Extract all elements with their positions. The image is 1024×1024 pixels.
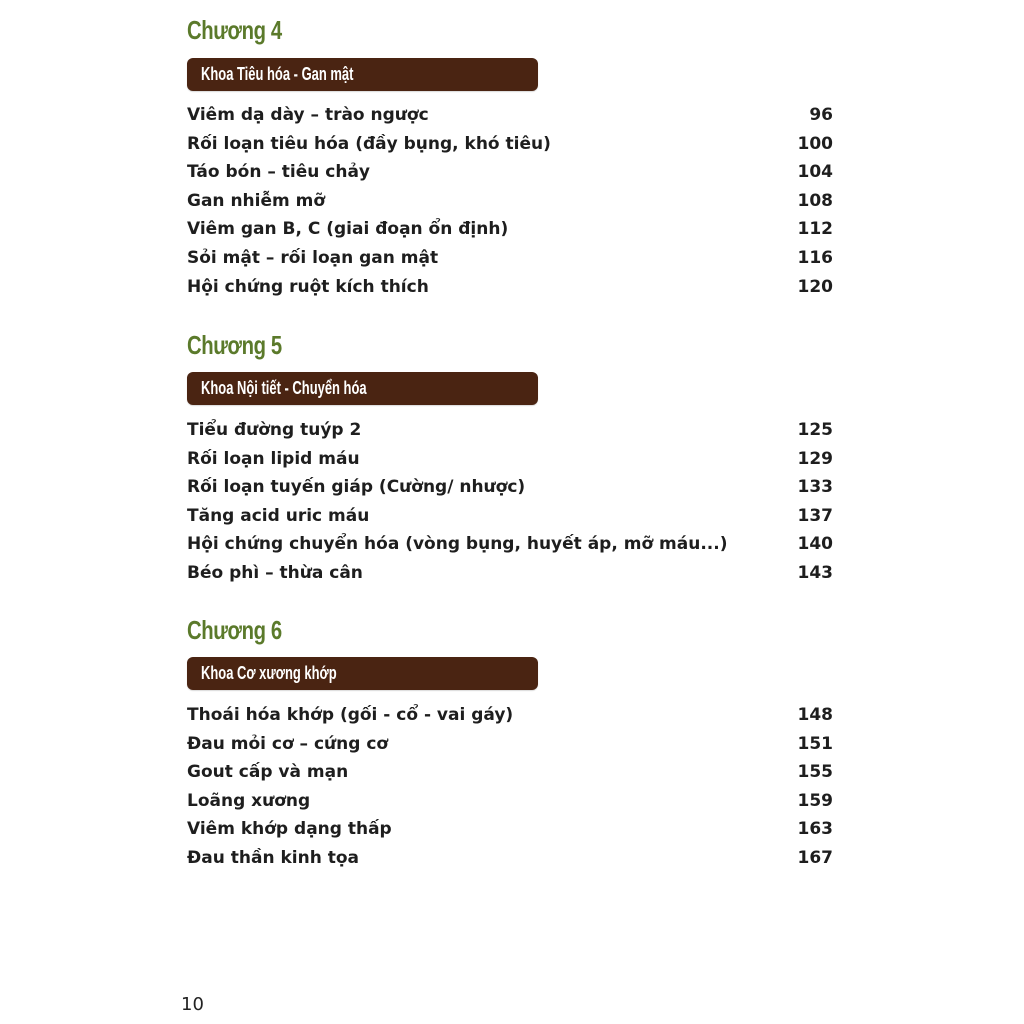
entry-list — [187, 101, 837, 301]
entry-page-number: 163 — [797, 819, 833, 840]
entry-page-number: 133 — [797, 477, 833, 498]
entry-list — [187, 416, 837, 588]
entry-page-number: 120 — [797, 276, 833, 297]
toc-entry[interactable] — [187, 559, 837, 588]
chapter-title: Chương 6 — [187, 615, 282, 645]
entry-page-number: 96 — [809, 105, 833, 125]
department-band — [187, 372, 538, 405]
entry-title: Đau thần kinh tọa — [187, 847, 359, 868]
entry-page-number: 116 — [797, 247, 833, 268]
toc-entry[interactable] — [187, 273, 837, 302]
chapter-6-section — [187, 614, 837, 868]
entry-page-number: 112 — [797, 219, 833, 240]
toc-entry[interactable] — [187, 815, 837, 844]
entry-page-number: 148 — [797, 705, 833, 725]
department-label: Khoa Cơ xương khớp — [201, 663, 337, 683]
entry-page-number: 100 — [797, 133, 833, 154]
entry-title: Thoái hóa khớp (gối - cổ - vai gáy) — [187, 705, 514, 725]
toc-entry[interactable] — [187, 445, 837, 474]
entry-page-number: 108 — [797, 190, 833, 211]
department-band — [187, 657, 538, 690]
entry-title: Sỏi mật – rối loạn gan mật — [187, 247, 439, 268]
toc-entry[interactable] — [187, 844, 837, 873]
entry-title: Béo phì – thừa cân — [187, 562, 363, 583]
entry-title: Loãng xương — [187, 790, 311, 811]
entry-page-number: 159 — [797, 790, 833, 811]
toc-entry[interactable] — [187, 787, 837, 816]
entry-page-number: 155 — [797, 762, 833, 783]
entry-title: Hội chứng chuyển hóa (vòng bụng, huyết áp, mỡ máu...) — [187, 534, 728, 555]
entry-title: Viêm dạ dày – trào ngược — [187, 105, 429, 125]
page-number: 10 — [181, 994, 204, 1015]
chapter-title: Chương 5 — [187, 330, 282, 360]
chapter-title: Chương 4 — [187, 15, 282, 45]
toc-entry[interactable] — [187, 473, 837, 502]
toc-entry[interactable] — [187, 530, 837, 559]
department-label: Khoa Tiêu hóa - Gan mật — [201, 64, 354, 84]
entry-page-number: 143 — [797, 562, 833, 583]
toc-entry[interactable] — [187, 701, 837, 730]
entry-page-number: 125 — [797, 420, 833, 440]
entry-title: Gan nhiễm mỡ — [187, 190, 326, 211]
toc-entry[interactable] — [187, 758, 837, 787]
chapter-5-section — [187, 329, 837, 583]
entry-page-number: 140 — [797, 534, 833, 555]
toc-entry[interactable] — [187, 416, 837, 445]
entry-title: Rối loạn tuyến giáp (Cường/ nhược) — [187, 477, 526, 498]
entry-page-number: 137 — [797, 505, 833, 526]
entry-page-number: 104 — [797, 162, 833, 183]
entry-title: Viêm khớp dạng thấp — [187, 819, 392, 840]
entry-page-number: 167 — [797, 847, 833, 868]
entry-page-number: 151 — [797, 733, 833, 754]
chapter-4-section — [187, 14, 837, 297]
toc-entry[interactable] — [187, 730, 837, 759]
entry-title: Gout cấp và mạn — [187, 762, 349, 783]
entry-title: Viêm gan B, C (giai đoạn ổn định) — [187, 219, 509, 240]
entry-title: Đau mỏi cơ – cứng cơ — [187, 733, 389, 754]
entry-title: Rối loạn lipid máu — [187, 448, 360, 469]
entry-title: Tiểu đường tuýp 2 — [187, 420, 362, 440]
toc-entry[interactable] — [187, 502, 837, 531]
toc-entry[interactable] — [187, 130, 837, 159]
entry-title: Hội chứng ruột kích thích — [187, 276, 429, 297]
department-band — [187, 58, 538, 91]
entry-title: Tăng acid uric máu — [187, 505, 370, 526]
department-label: Khoa Nội tiết - Chuyển hóa — [201, 378, 367, 398]
toc-entry[interactable] — [187, 101, 837, 130]
entry-page-number: 129 — [797, 448, 833, 469]
toc-entry[interactable] — [187, 244, 837, 273]
entry-list — [187, 701, 837, 873]
entry-title: Táo bón – tiêu chảy — [187, 162, 370, 183]
entry-title: Rối loạn tiêu hóa (đầy bụng, khó tiêu) — [187, 133, 551, 154]
toc-entry[interactable] — [187, 187, 837, 216]
toc-entry[interactable] — [187, 158, 837, 187]
toc-entry[interactable] — [187, 215, 837, 244]
